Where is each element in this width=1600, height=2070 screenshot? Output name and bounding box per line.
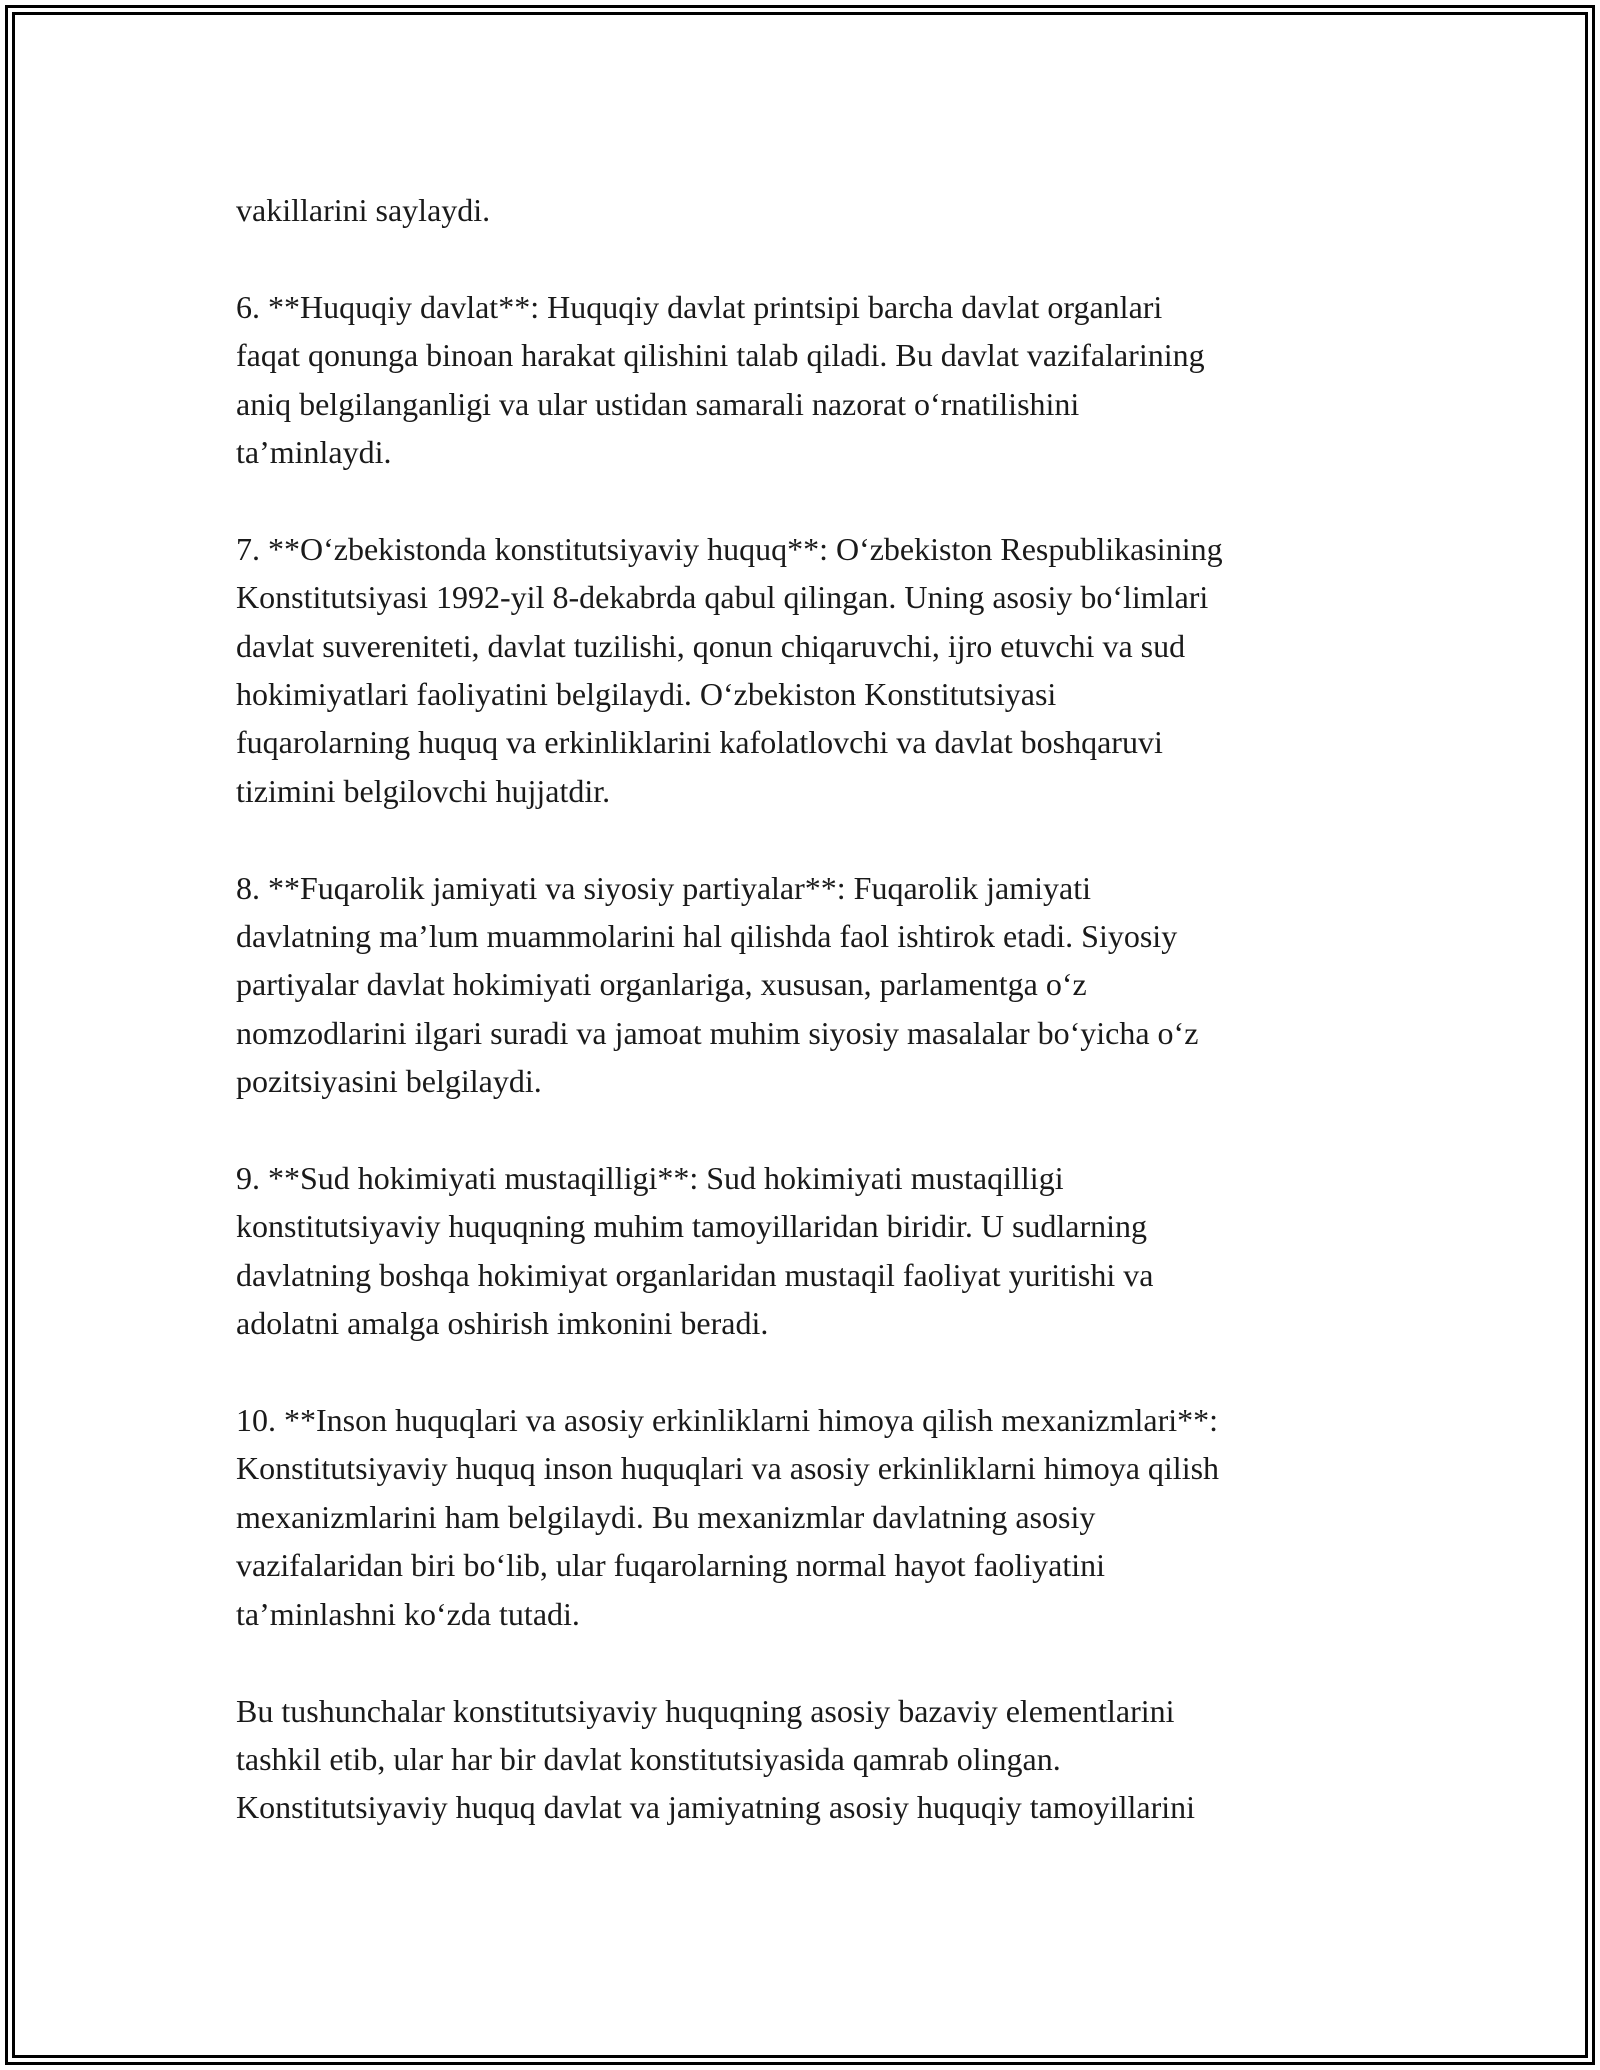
document-body [236, 186, 1406, 1832]
paragraph-item-8: 8. **Fuqarolik jamiyati va siyosiy partiyalar**: Fuqarolik jamiyati davlatning ma’lum muammolarini hal qilishda faol ishtirok etadi. Siyosiy partiyalar davlat hokimiyati organlariga, xususan, parlamentga o‘z nomzodlarini ilgari suradi va jamoat muhim siyosiy masalalar bo‘yicha o‘z pozitsiyasini belgilaydi. [236, 869, 1199, 1100]
paragraph-conclusion: Bu tushunchalar konstitutsiyaviy huquqning asosiy bazaviy elementlarini tashkil etib, ular har bir davlat konstitutsiyasida qamrab olingan. Konstitutsiyaviy huquq davlat va jamiyatning asosiy huquqiy tamoyillarini [236, 1692, 1195, 1826]
paragraph-item-9: 9. **Sud hokimiyati mustaqilligi**: Sud hokimiyati mustaqilligi konstitutsiyaviy huquqning muhim tamoyillaridan biridir. U sudlarning davlatning boshqa hokimiyat organlaridan mustaqil faoliyat yuritishi va adolatni amalga oshirish imkonini beradi. [236, 1160, 1154, 1342]
paragraph-continuation: vakillarini saylaydi. [236, 192, 491, 228]
paragraph-item-10: 10. **Inson huquqlari va asosiy erkinliklarni himoya qilish mexanizmlari**: Konstitutsiyaviy huquq inson huquqlari va asosiy erkinliklarni himoya qilish mexanizmlarini ham belgilaydi. Bu mexanizmlar davlatning asosiy vazifalaridan biri bo‘lib, ular fuqarolarning normal hayot faoliyatini ta’minlashni ko‘zda tutadi. [236, 1402, 1220, 1632]
paragraph-item-6: 6. **Huquqiy davlat**: Huquqiy davlat printsipi barcha davlat organlari faqat qonunga binoan harakat qilishini talab qiladi. Bu davlat vazifalarining aniq belgilanganligi va ular ustidan samarali nazorat o‘rnatilishini ta’minlaydi. [236, 288, 1205, 471]
paragraph-item-7: 7. **O‘zbekistonda konstitutsiyaviy huquq**: O‘zbekiston Respublikasining Konstitutsiyasi 1992-yil 8-dekabrda qabul qilingan. Uning asosiy bo‘limlari davlat suvereniteti, davlat tuzilishi, qonun chiqaruvchi, ijro etuvchi va sud hokimiyatlari faoliyatini belgilaydi. O‘zbekiston Konstitutsiyasi fuqarolarning huquq va erkinliklarini kafolatlovchi va davlat boshqaruvi tizimini belgilovchi hujjatdir. [236, 530, 1223, 809]
